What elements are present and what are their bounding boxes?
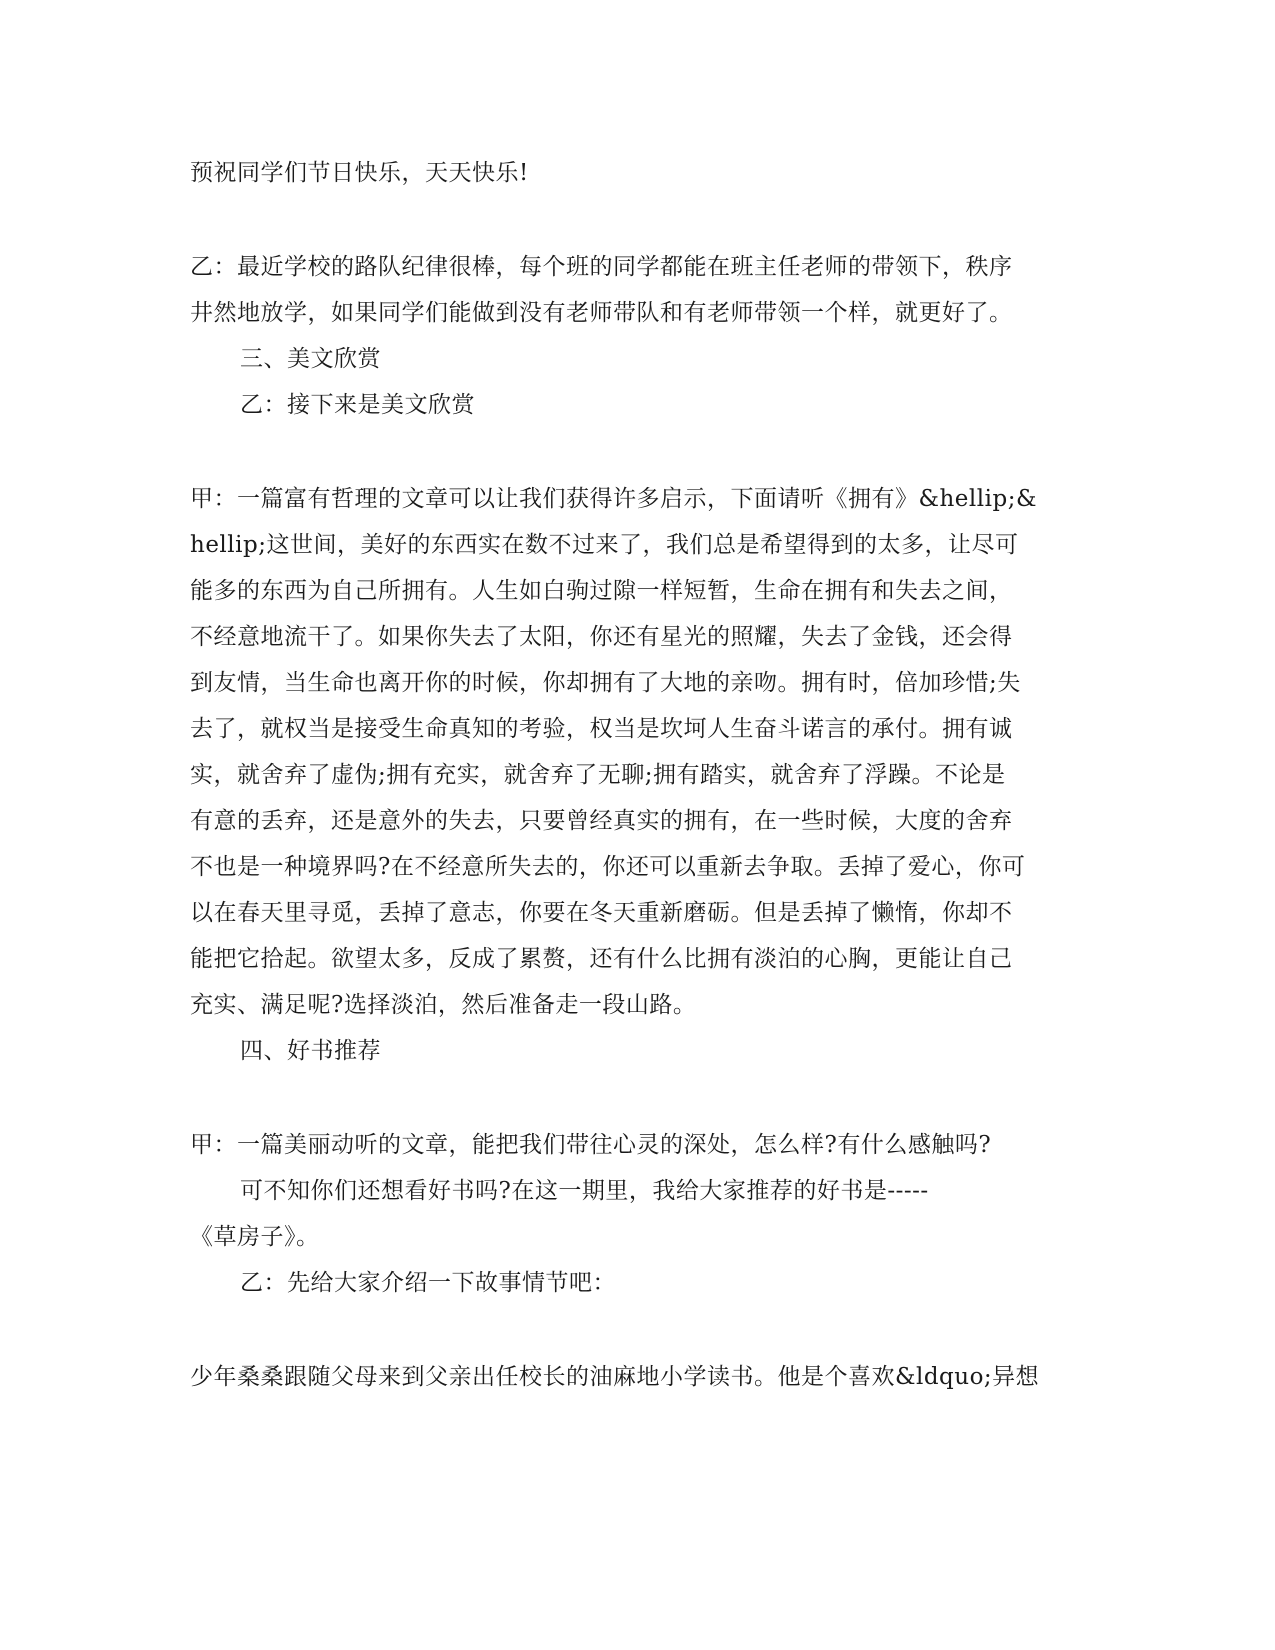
text-line: 可不知你们还想看好书吗?在这一期里，我给大家推荐的好书是----- xyxy=(240,1178,929,1204)
text-line: hellip;这世间，美好的东西实在数不过来了，我们总是希望得到的太多，让尽可 xyxy=(190,532,1019,558)
text-line: 去了，就权当是接受生命真知的考验，权当是坎坷人生奋斗诺言的承付。拥有诚 xyxy=(190,716,1013,742)
text-line: 乙：最近学校的路队纪律很棒，每个班的同学都能在班主任老师的带领下，秩序 xyxy=(190,254,1013,280)
text-line: 甲：一篇富有哲理的文章可以让我们获得许多启示，下面请听《拥有》&hellip;& xyxy=(190,486,1037,512)
text-line: 能多的东西为自己所拥有。人生如白驹过隙一样短暂，生命在拥有和失去之间， xyxy=(190,578,1013,604)
text-line: 少年桑桑跟随父母来到父亲出任校长的油麻地小学读书。他是个喜欢&ldquo;异想 xyxy=(190,1364,1040,1390)
text-line: 不也是一种境界吗?在不经意所失去的，你还可以重新去争取。丢掉了爱心，你可 xyxy=(190,854,1026,880)
text-line: 有意的丢弃，还是意外的失去，只要曾经真实的拥有，在一些时候，大度的舍弃 xyxy=(190,808,1013,834)
section-heading-books: 四、好书推荐 xyxy=(240,1038,381,1064)
text-line: 以在春天里寻觅，丢掉了意志，你要在冬天重新磨砺。但是丢掉了懒惰，你却不 xyxy=(190,900,1013,926)
text-line: 到友情，当生命也离开你的时候，你却拥有了大地的亲吻。拥有时，倍加珍惜;失 xyxy=(190,670,1021,696)
section-heading-essay: 三、美文欣赏 xyxy=(240,346,381,372)
book-title: 《草房子》。 xyxy=(190,1224,320,1250)
text-line: 井然地放学，如果同学们能做到没有老师带队和有老师带领一个样，就更好了。 xyxy=(190,300,1013,326)
text-line: 充实、满足呢?选择淡泊，然后准备走一段山路。 xyxy=(190,992,697,1018)
text-line: 乙：接下来是美文欣赏 xyxy=(240,392,475,418)
text-line: 实，就舍弃了虚伪;拥有充实，就舍弃了无聊;拥有踏实，就舍弃了浮躁。不论是 xyxy=(190,762,1006,788)
text-line: 甲：一篇美丽动听的文章，能把我们带往心灵的深处，怎么样?有什么感触吗? xyxy=(190,1132,992,1158)
text-line-greeting: 预祝同学们节日快乐，天天快乐! xyxy=(190,160,529,186)
text-line: 能把它拾起。欲望太多，反成了累赘，还有什么比拥有淡泊的心胸，更能让自己 xyxy=(190,946,1013,972)
text-line: 乙：先给大家介绍一下故事情节吧： xyxy=(240,1270,616,1296)
text-line: 不经意地流干了。如果你失去了太阳，你还有星光的照耀，失去了金钱，还会得 xyxy=(190,624,1013,650)
